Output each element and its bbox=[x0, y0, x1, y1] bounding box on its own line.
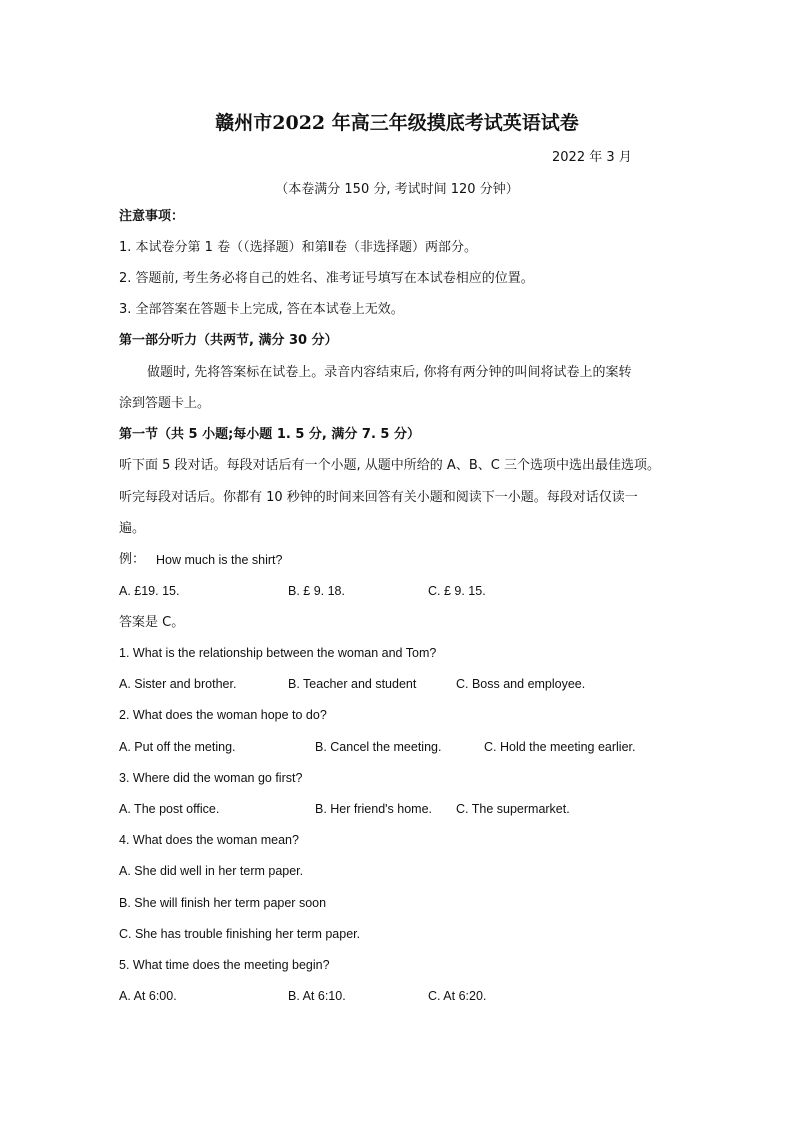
exam-subtitle: （本卷满分 150 分, 考试时间 120 分钟） bbox=[275, 182, 519, 197]
q1-option-a: A. Sister and brother. bbox=[119, 677, 237, 691]
exam-date: 2022 年 3 月 bbox=[552, 150, 632, 165]
q4-option-b: B. She will finish her term paper soon bbox=[119, 896, 327, 910]
note-item-3: 3. 全部答案在答题卡上完成, 答在本试卷上无效。 bbox=[119, 302, 404, 317]
q2-option-a: A. Put off the meting. bbox=[119, 740, 236, 754]
notes-heading: 注意事项： bbox=[119, 209, 185, 224]
part1-instruction-line2: 涂到答题卡上。 bbox=[119, 396, 211, 411]
question-4: 4. What does the woman mean? bbox=[119, 833, 299, 847]
note-item-1: 1. 本试卷分第 1 卷（（选择题）和第Ⅱ卷（非选择题）两部分。 bbox=[119, 240, 477, 255]
note-item-2: 2. 答题前, 考生务必将自己的姓名、准考证号填写在本试卷相应的位置。 bbox=[119, 271, 534, 286]
q2-option-b: B. Cancel the meeting. bbox=[315, 740, 442, 754]
question-3: 3. Where did the woman go first? bbox=[119, 771, 303, 785]
section1-instruction-line3: 遍。 bbox=[119, 521, 146, 536]
example-question: How much is the shirt? bbox=[156, 553, 283, 567]
section1-instruction-line1: 听下面 5 段对话。每段对话后有一个小题, 从题中所给的 A、B、C 三个选项中选出最佳选项。 bbox=[119, 458, 660, 473]
example-option-a: A. £19. 15. bbox=[119, 584, 180, 598]
example-label: 例： bbox=[119, 552, 146, 567]
q4-option-a: A. She did well in her term paper. bbox=[119, 864, 304, 878]
part1-instruction-line1: 做题时, 先将答案标在试卷上。录音内容结束后, 你将有两分钟的叫间将试卷上的案转 bbox=[147, 365, 632, 380]
example-answer: 答案是 C。 bbox=[119, 615, 185, 630]
q4-option-c: C. She has trouble finishing her term paper. bbox=[119, 927, 361, 941]
q3-option-b: B. Her friend's home. bbox=[315, 802, 433, 816]
q2-option-c: C. Hold the meeting earlier. bbox=[484, 740, 636, 754]
q5-option-b: B. At 6:10. bbox=[288, 989, 346, 1003]
exam-title: 赣州市2022 年高三年级摸底考试英语试卷 bbox=[215, 112, 579, 134]
section1-heading: 第一节（共 5 小题;每小题 1. 5 分, 满分 7. 5 分） bbox=[119, 427, 420, 442]
question-1: 1. What is the relationship between the woman and Tom? bbox=[119, 646, 437, 660]
q5-option-c: C. At 6:20. bbox=[428, 989, 487, 1003]
question-2: 2. What does the woman hope to do? bbox=[119, 708, 327, 722]
q5-option-a: A. At 6:00. bbox=[119, 989, 177, 1003]
question-5: 5. What time does the meeting begin? bbox=[119, 958, 330, 972]
section1-instruction-line2: 听完每段对话后。你都有 10 秒钟的时间来回答有关小题和阅读下一小题。每段对话仅读一 bbox=[119, 490, 638, 505]
example-option-b: B. £ 9. 18. bbox=[288, 584, 345, 598]
part1-heading: 第一部分听力（共两节, 满分 30 分） bbox=[119, 333, 338, 348]
q1-option-b: B. Teacher and student bbox=[288, 677, 417, 691]
q1-option-c: C. Boss and employee. bbox=[456, 677, 586, 691]
q3-option-c: C. The supermarket. bbox=[456, 802, 570, 816]
example-option-c: C. £ 9. 15. bbox=[428, 584, 486, 598]
q3-option-a: A. The post office. bbox=[119, 802, 220, 816]
